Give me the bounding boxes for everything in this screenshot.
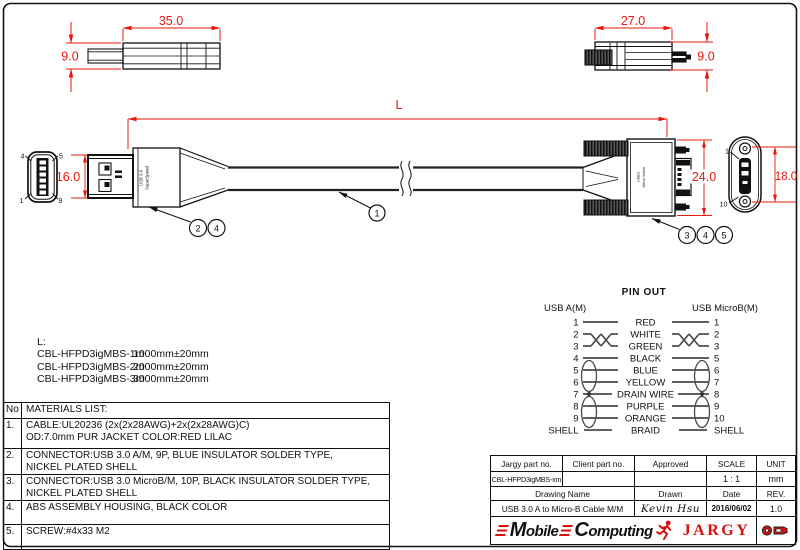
length-row: CBL-HFPD3igMBS-1m1000mm±20mm bbox=[37, 348, 209, 361]
svg-text:SHELL: SHELL bbox=[548, 425, 579, 437]
svg-text:GREEN: GREEN bbox=[628, 341, 663, 353]
svg-text:5: 5 bbox=[573, 365, 579, 377]
micro-b-pin-label-1: 1 bbox=[725, 148, 729, 156]
svg-text:8: 8 bbox=[714, 389, 720, 401]
length-table bbox=[37, 336, 209, 385]
micro-b-marking-line2: Micro Vision bbox=[642, 166, 646, 188]
jargy-part-header: Jargy part no. bbox=[491, 456, 563, 472]
rev-value: 1.0 bbox=[757, 501, 795, 517]
dim-micro-b-width bbox=[595, 28, 672, 40]
svg-text:8: 8 bbox=[573, 401, 579, 413]
dim-label-16: 16.0 bbox=[55, 170, 81, 184]
callout-usb-a bbox=[149, 207, 225, 237]
micro-b-pin-label-10: 10 bbox=[719, 201, 728, 209]
usb-a-pin-label-4: 4 bbox=[20, 153, 25, 161]
svg-text:SHELL: SHELL bbox=[714, 425, 745, 437]
usb-a-pin-label-5: 5 bbox=[59, 153, 63, 161]
svg-text:ORANGE: ORANGE bbox=[624, 413, 667, 425]
svg-text:9: 9 bbox=[573, 413, 579, 425]
svg-text:WHITE: WHITE bbox=[630, 329, 661, 341]
balloon-2: 2 bbox=[195, 223, 201, 234]
materials-title: MATERIALS LIST: bbox=[22, 403, 390, 419]
materials-row: 1. CABLE:UL20236 (2x(2x28AWG)+2x(2x28AWG)C) OD:7.0mm PUR JACKET COLOR:RED LILAC bbox=[4, 419, 390, 449]
approved-value bbox=[635, 472, 707, 487]
client-part-header: Client part no. bbox=[563, 456, 635, 472]
callout-micro-b bbox=[652, 219, 733, 244]
logo-word-mobile: Mobile bbox=[509, 519, 559, 541]
usb-a-plug-side-view bbox=[88, 148, 228, 207]
svg-text:BLUE: BLUE bbox=[633, 365, 658, 377]
svg-text:2: 2 bbox=[573, 329, 579, 341]
drawn-header: Drawn bbox=[635, 487, 707, 501]
dim-label-L: L bbox=[395, 98, 403, 112]
materials-row: 3. CONNECTOR:USB 3.0 MicroB/M, 10P, BLACK INSULATOR SOLDER TYPE, NICKEL PLATED SHELL bbox=[4, 475, 390, 501]
usb-a-pin-label-1: 1 bbox=[19, 198, 24, 205]
drain-node-right bbox=[700, 392, 704, 396]
length-row: CBL-HFPD3igMBS-3m3000mm±20mm bbox=[37, 372, 209, 385]
balloon-4b: 4 bbox=[702, 230, 709, 241]
materials-row: 5. SCREW:#4x33 M2 bbox=[4, 525, 390, 550]
balloon-4a: 4 bbox=[213, 223, 220, 234]
running-man-icon bbox=[656, 520, 673, 541]
svg-text:BRAID: BRAID bbox=[630, 425, 661, 437]
callout-cable bbox=[339, 192, 385, 221]
drawing-name: USB 3.0 A to Micro-B Cable M/M bbox=[491, 501, 635, 517]
materials-row: 2. CONNECTOR:USB 3.0 A/M, 9P, BLUE INSULATOR SOLDER TYPE, NICKEL PLATED SHELL bbox=[4, 449, 390, 475]
svg-text:2: 2 bbox=[714, 329, 720, 341]
cable-break-mark bbox=[401, 161, 403, 196]
scale-value: 1 : 1 bbox=[707, 472, 757, 487]
svg-text:1: 1 bbox=[573, 317, 579, 329]
speed-lines-icon bbox=[495, 525, 509, 536]
date-header: Date bbox=[707, 487, 757, 501]
unit-value: mm bbox=[757, 472, 795, 487]
micro-b-connector-top-view bbox=[585, 42, 691, 70]
approved-header: Approved bbox=[635, 456, 707, 472]
jargy-logo: JARGY bbox=[682, 521, 751, 539]
balloon-5: 5 bbox=[721, 230, 727, 241]
dim-label-18: 18.0 bbox=[774, 171, 798, 183]
micro-b-marking-line1: USB3 bbox=[636, 172, 641, 182]
dim-label-9-left: 9.0 bbox=[61, 49, 79, 64]
length-row: CBL-HFPD3igMBS-2m2000mm±20mm bbox=[37, 360, 209, 373]
jargy-part-no: CBL-HFPD3igMBS-xm bbox=[491, 472, 563, 487]
svg-text:7: 7 bbox=[714, 377, 720, 389]
balloon-1: 1 bbox=[374, 208, 380, 219]
dim-label-24: 24.0 bbox=[691, 170, 717, 184]
drawn-signature: Kevin Hsu bbox=[635, 501, 707, 517]
title-block bbox=[490, 455, 796, 545]
dim-label-35: 35.0 bbox=[158, 14, 184, 28]
svg-text:9: 9 bbox=[714, 401, 720, 413]
unit-header: UNIT bbox=[757, 456, 795, 472]
balloon-3: 3 bbox=[684, 230, 690, 241]
usb-a-marking-line2: SuperSpeed bbox=[144, 166, 150, 190]
dim-usb-a-width bbox=[123, 28, 220, 41]
connector-logo-cell bbox=[757, 517, 795, 544]
svg-text:4: 4 bbox=[573, 353, 579, 365]
svg-text:6: 6 bbox=[573, 377, 579, 389]
usb-a-marking-line1: USB 3.0 bbox=[138, 169, 144, 187]
svg-text:RED: RED bbox=[635, 317, 656, 329]
scale-header: SCALE bbox=[707, 456, 757, 472]
svg-text:5: 5 bbox=[714, 353, 720, 365]
drain-node-left bbox=[587, 392, 591, 396]
client-part-no bbox=[563, 472, 635, 487]
svg-text:1: 1 bbox=[714, 317, 720, 329]
pinout-rows bbox=[548, 317, 744, 436]
svg-text:PURPLE: PURPLE bbox=[626, 401, 665, 413]
svg-text:BLACK: BLACK bbox=[629, 353, 662, 365]
speed-lines-icon bbox=[559, 525, 573, 536]
svg-text:YELLOW: YELLOW bbox=[625, 377, 666, 389]
materials-header-row bbox=[4, 403, 390, 419]
materials-table bbox=[3, 402, 390, 550]
pinout-diagram bbox=[544, 287, 758, 436]
svg-text:6: 6 bbox=[714, 365, 720, 377]
company-logo bbox=[491, 517, 757, 544]
materials-row: 4. ABS ASSEMBLY HOUSING, BLACK COLOR bbox=[4, 501, 390, 525]
svg-text:7: 7 bbox=[573, 389, 579, 401]
logo-word-computing: Computing bbox=[574, 519, 653, 541]
svg-text:10: 10 bbox=[714, 413, 725, 425]
cable bbox=[228, 161, 583, 196]
usb-a-front-view bbox=[25, 152, 58, 202]
materials-no-header: No bbox=[4, 403, 22, 419]
pinout-title: PIN OUT bbox=[621, 287, 667, 298]
connector-icon bbox=[760, 522, 792, 539]
usb-a-connector-top-view bbox=[88, 43, 220, 69]
svg-text:DRAIN WIRE: DRAIN WIRE bbox=[617, 389, 674, 401]
micro-b-front-view bbox=[729, 137, 761, 212]
rev-header: REV. bbox=[757, 487, 795, 501]
dim-label-27: 27.0 bbox=[620, 14, 646, 28]
svg-text:3: 3 bbox=[573, 341, 579, 353]
svg-text:3: 3 bbox=[714, 341, 720, 353]
usb-a-pin-label-9: 9 bbox=[58, 198, 63, 205]
length-table-label: L: bbox=[37, 336, 46, 348]
pinout-right-header: USB MicroB(M) bbox=[692, 303, 758, 314]
drawing-name-header: Drawing Name bbox=[491, 487, 635, 501]
pinout-left-header: USB A(M) bbox=[544, 303, 587, 314]
dim-label-9-right: 9.0 bbox=[697, 49, 715, 64]
date-value: 2016/06/02 bbox=[707, 501, 757, 517]
